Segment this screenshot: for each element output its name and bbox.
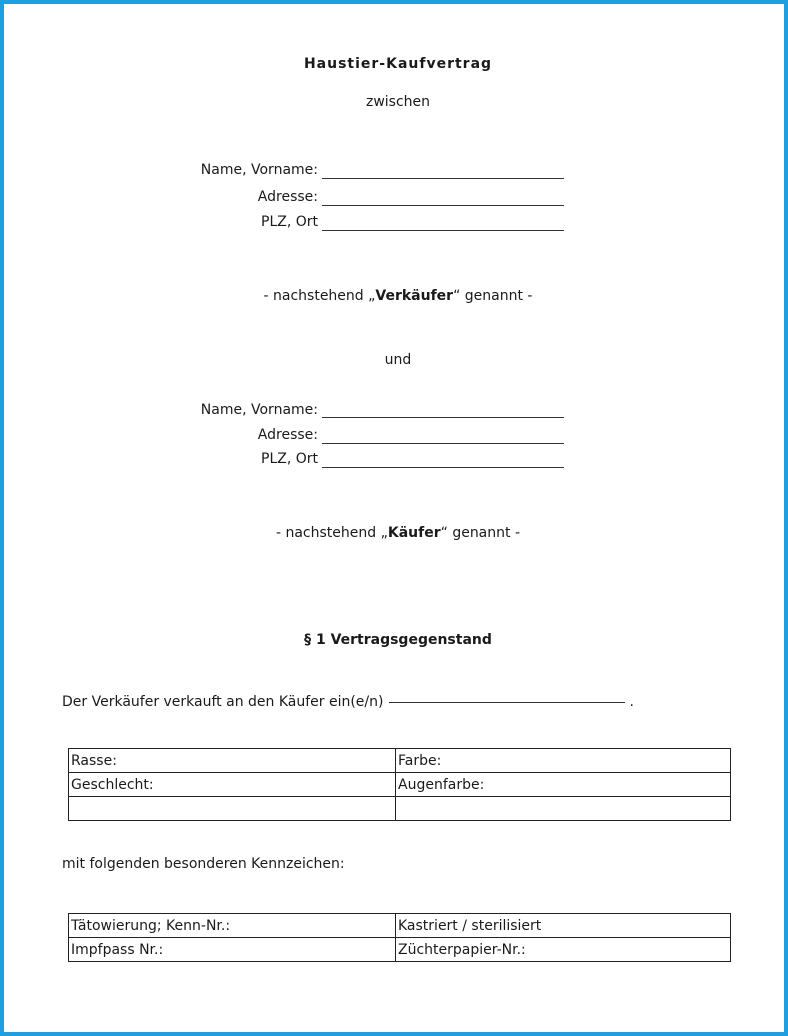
- buyer-city-label: PLZ, Ort: [261, 451, 318, 467]
- seller-note: [4, 288, 788, 304]
- table-row: [69, 938, 731, 962]
- empty-cell[interactable]: [396, 797, 731, 821]
- tattoo-cell[interactable]: Tätowierung; Kenn-Nr.:: [69, 914, 396, 938]
- and-text: und: [384, 352, 412, 368]
- color-cell[interactable]: Farbe:: [396, 749, 731, 773]
- buyer-note-prefix: - nachstehend „: [275, 525, 388, 541]
- seller-address-field[interactable]: [322, 205, 564, 206]
- eye-color-cell[interactable]: Augenfarbe:: [396, 773, 731, 797]
- seller-note-suffix: “ genannt -: [453, 288, 533, 304]
- buyer-name-field[interactable]: [322, 417, 564, 418]
- features-label: mit folgenden besonderen Kennzeichen:: [62, 856, 345, 872]
- seller-city-field[interactable]: [322, 230, 564, 231]
- buyer-city-field[interactable]: [322, 467, 564, 468]
- seller-address-label: Adresse:: [257, 189, 318, 205]
- features-table: [68, 913, 731, 962]
- buyer-address-label: Adresse:: [257, 427, 318, 443]
- buyer-note-role: Käufer: [387, 525, 441, 541]
- contract-title: Haustier-Kaufvertrag: [303, 56, 493, 72]
- table-row: [69, 773, 731, 797]
- seller-note-prefix: - nachstehend „: [263, 288, 376, 304]
- buyer-address-field[interactable]: [322, 443, 564, 444]
- neutered-cell[interactable]: Kastriert / sterilisiert: [396, 914, 731, 938]
- breed-cell[interactable]: Rasse:: [69, 749, 396, 773]
- vaccination-cell[interactable]: Impfpass Nr.:: [69, 938, 396, 962]
- seller-note-role: Verkäufer: [375, 288, 454, 304]
- table-row: [69, 749, 731, 773]
- empty-cell[interactable]: [69, 797, 396, 821]
- pedigree-cell[interactable]: Züchterpapier-Nr.:: [396, 938, 731, 962]
- sex-cell[interactable]: Geschlecht:: [69, 773, 396, 797]
- buyer-note-suffix: “ genannt -: [440, 525, 521, 541]
- sale-sentence: [62, 694, 634, 710]
- animal-type-field[interactable]: [389, 701, 625, 703]
- seller-city-label: PLZ, Ort: [261, 214, 318, 230]
- table-row: [69, 914, 731, 938]
- seller-name-field[interactable]: [322, 178, 564, 179]
- sale-sentence-text: Der Verkäufer verkauft an den Käufer ein(e/n): [62, 694, 384, 710]
- animal-details-table: [68, 748, 731, 821]
- sale-sentence-end: .: [629, 694, 634, 710]
- buyer-name-label: Name, Vorname:: [200, 402, 318, 418]
- table-row: [69, 797, 731, 821]
- seller-name-label: Name, Vorname:: [200, 162, 318, 178]
- contract-subtitle: zwischen: [365, 94, 431, 110]
- section-heading: § 1 Vertragsgegenstand: [304, 632, 492, 648]
- buyer-note: [4, 525, 788, 541]
